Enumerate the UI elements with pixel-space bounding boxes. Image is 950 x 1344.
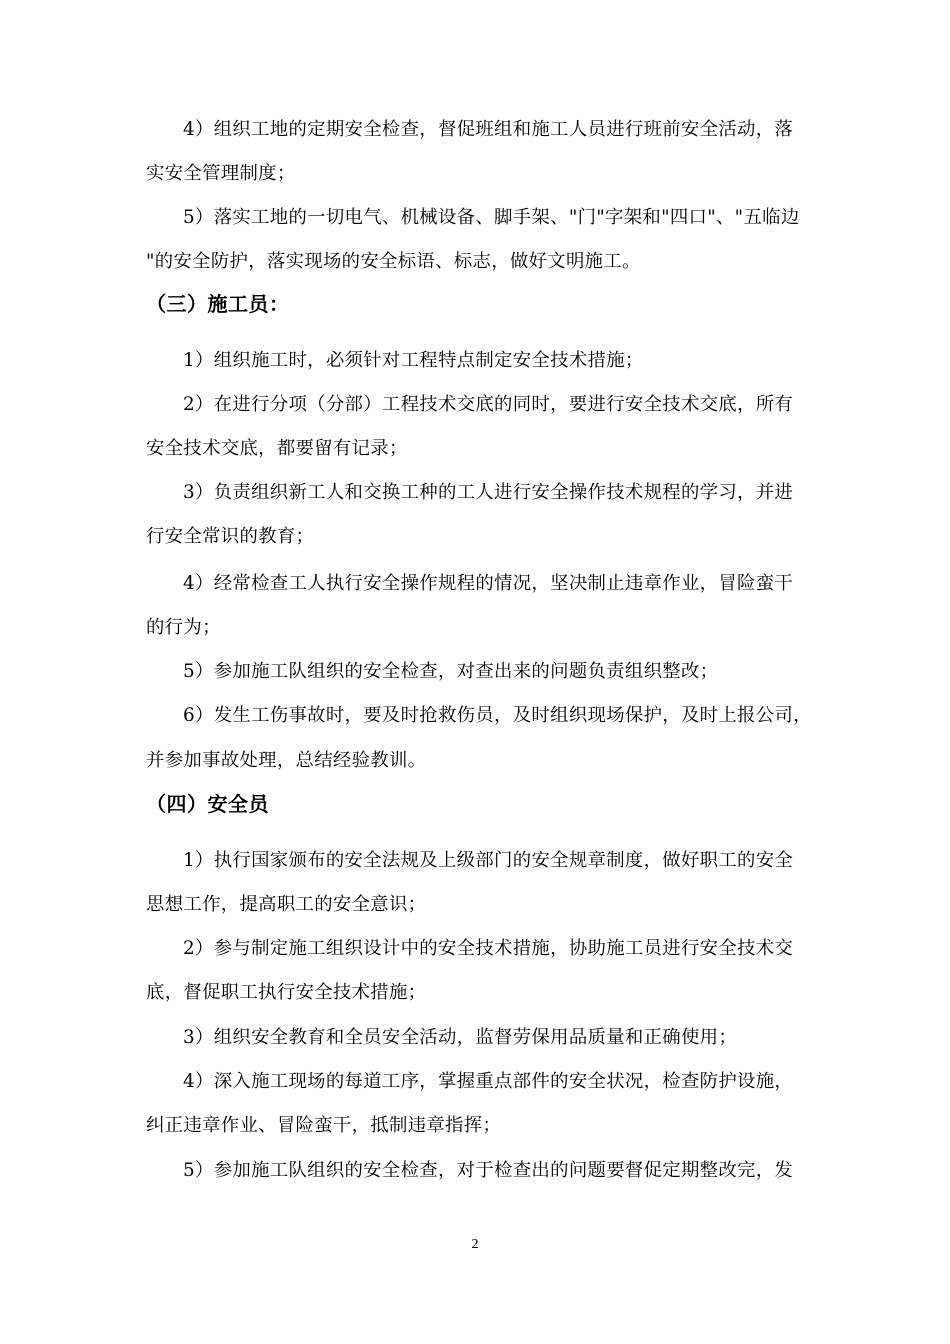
paragraph-line: 的行为； [146, 617, 221, 638]
paragraph-line: 6）发生工伤事故时，要及时抢救伤员，及时组织现场保护，及时上报公司， [183, 705, 812, 726]
paragraph-line: 4）经常检查工人执行安全操作规程的情况，坚决制止违章作业，冒险蛮干 [183, 573, 794, 594]
section-heading-4: （四）安全员 [146, 792, 269, 816]
paragraph-line: "的安全防护，落实现场的安全标语、标志，做好文明施工。 [146, 251, 641, 272]
paragraph-line: 3）组织安全教育和全员安全活动，监督劳保用品质量和正确使用； [183, 1027, 738, 1048]
page-number: 2 [471, 1237, 479, 1252]
paragraph-line: 实安全管理制度； [146, 163, 296, 184]
paragraph-line: 并参加事故处理，总结经验教训。 [146, 750, 427, 771]
paragraph-line: 3）负责组织新工人和交换工种的工人进行安全操作技术规程的学习，并进 [183, 482, 794, 503]
paragraph-line: 思想工作，提高职工的安全意识； [146, 894, 427, 915]
paragraph-line: 底，督促职工执行安全技术措施； [146, 982, 427, 1003]
paragraph-line: 5）落实工地的一切电气、机械设备、脚手架、"门"字架和"四口"、"五临边 [183, 207, 800, 228]
paragraph-line: 2）参与制定施工组织设计中的安全技术措施，协助施工员进行安全技术交 [183, 938, 794, 959]
paragraph-line: 安全技术交底，都要留有记录； [146, 438, 408, 459]
paragraph-line: 4）组织工地的定期安全检查，督促班组和施工人员进行班前安全活动，落 [183, 119, 794, 140]
section-heading-3: （三）施工员： [146, 292, 290, 316]
paragraph-line: 1）执行国家颁布的安全法规及上级部门的安全规章制度，做好职工的安全 [183, 850, 794, 871]
paragraph-line: 1）组织施工时，必须针对工程特点制定安全技术措施； [183, 350, 644, 371]
paragraph-line: 5）参加施工队组织的安全检查，对于检查出的问题要督促定期整改完，发 [183, 1160, 794, 1181]
paragraph-line: 行安全常识的教育； [146, 526, 315, 547]
paragraph-line: 纠正违章作业、冒险蛮干，抵制违章指挥； [146, 1115, 502, 1136]
paragraph-line: 4）深入施工现场的每道工序，掌握重点部件的安全状况，检查防护设施， [183, 1071, 794, 1092]
paragraph-line: 5）参加施工队组织的安全检查，对查出来的问题负责组织整改； [183, 661, 719, 682]
paragraph-line: 2）在进行分项（分部）工程技术交底的同时，要进行安全技术交底，所有 [183, 394, 794, 415]
